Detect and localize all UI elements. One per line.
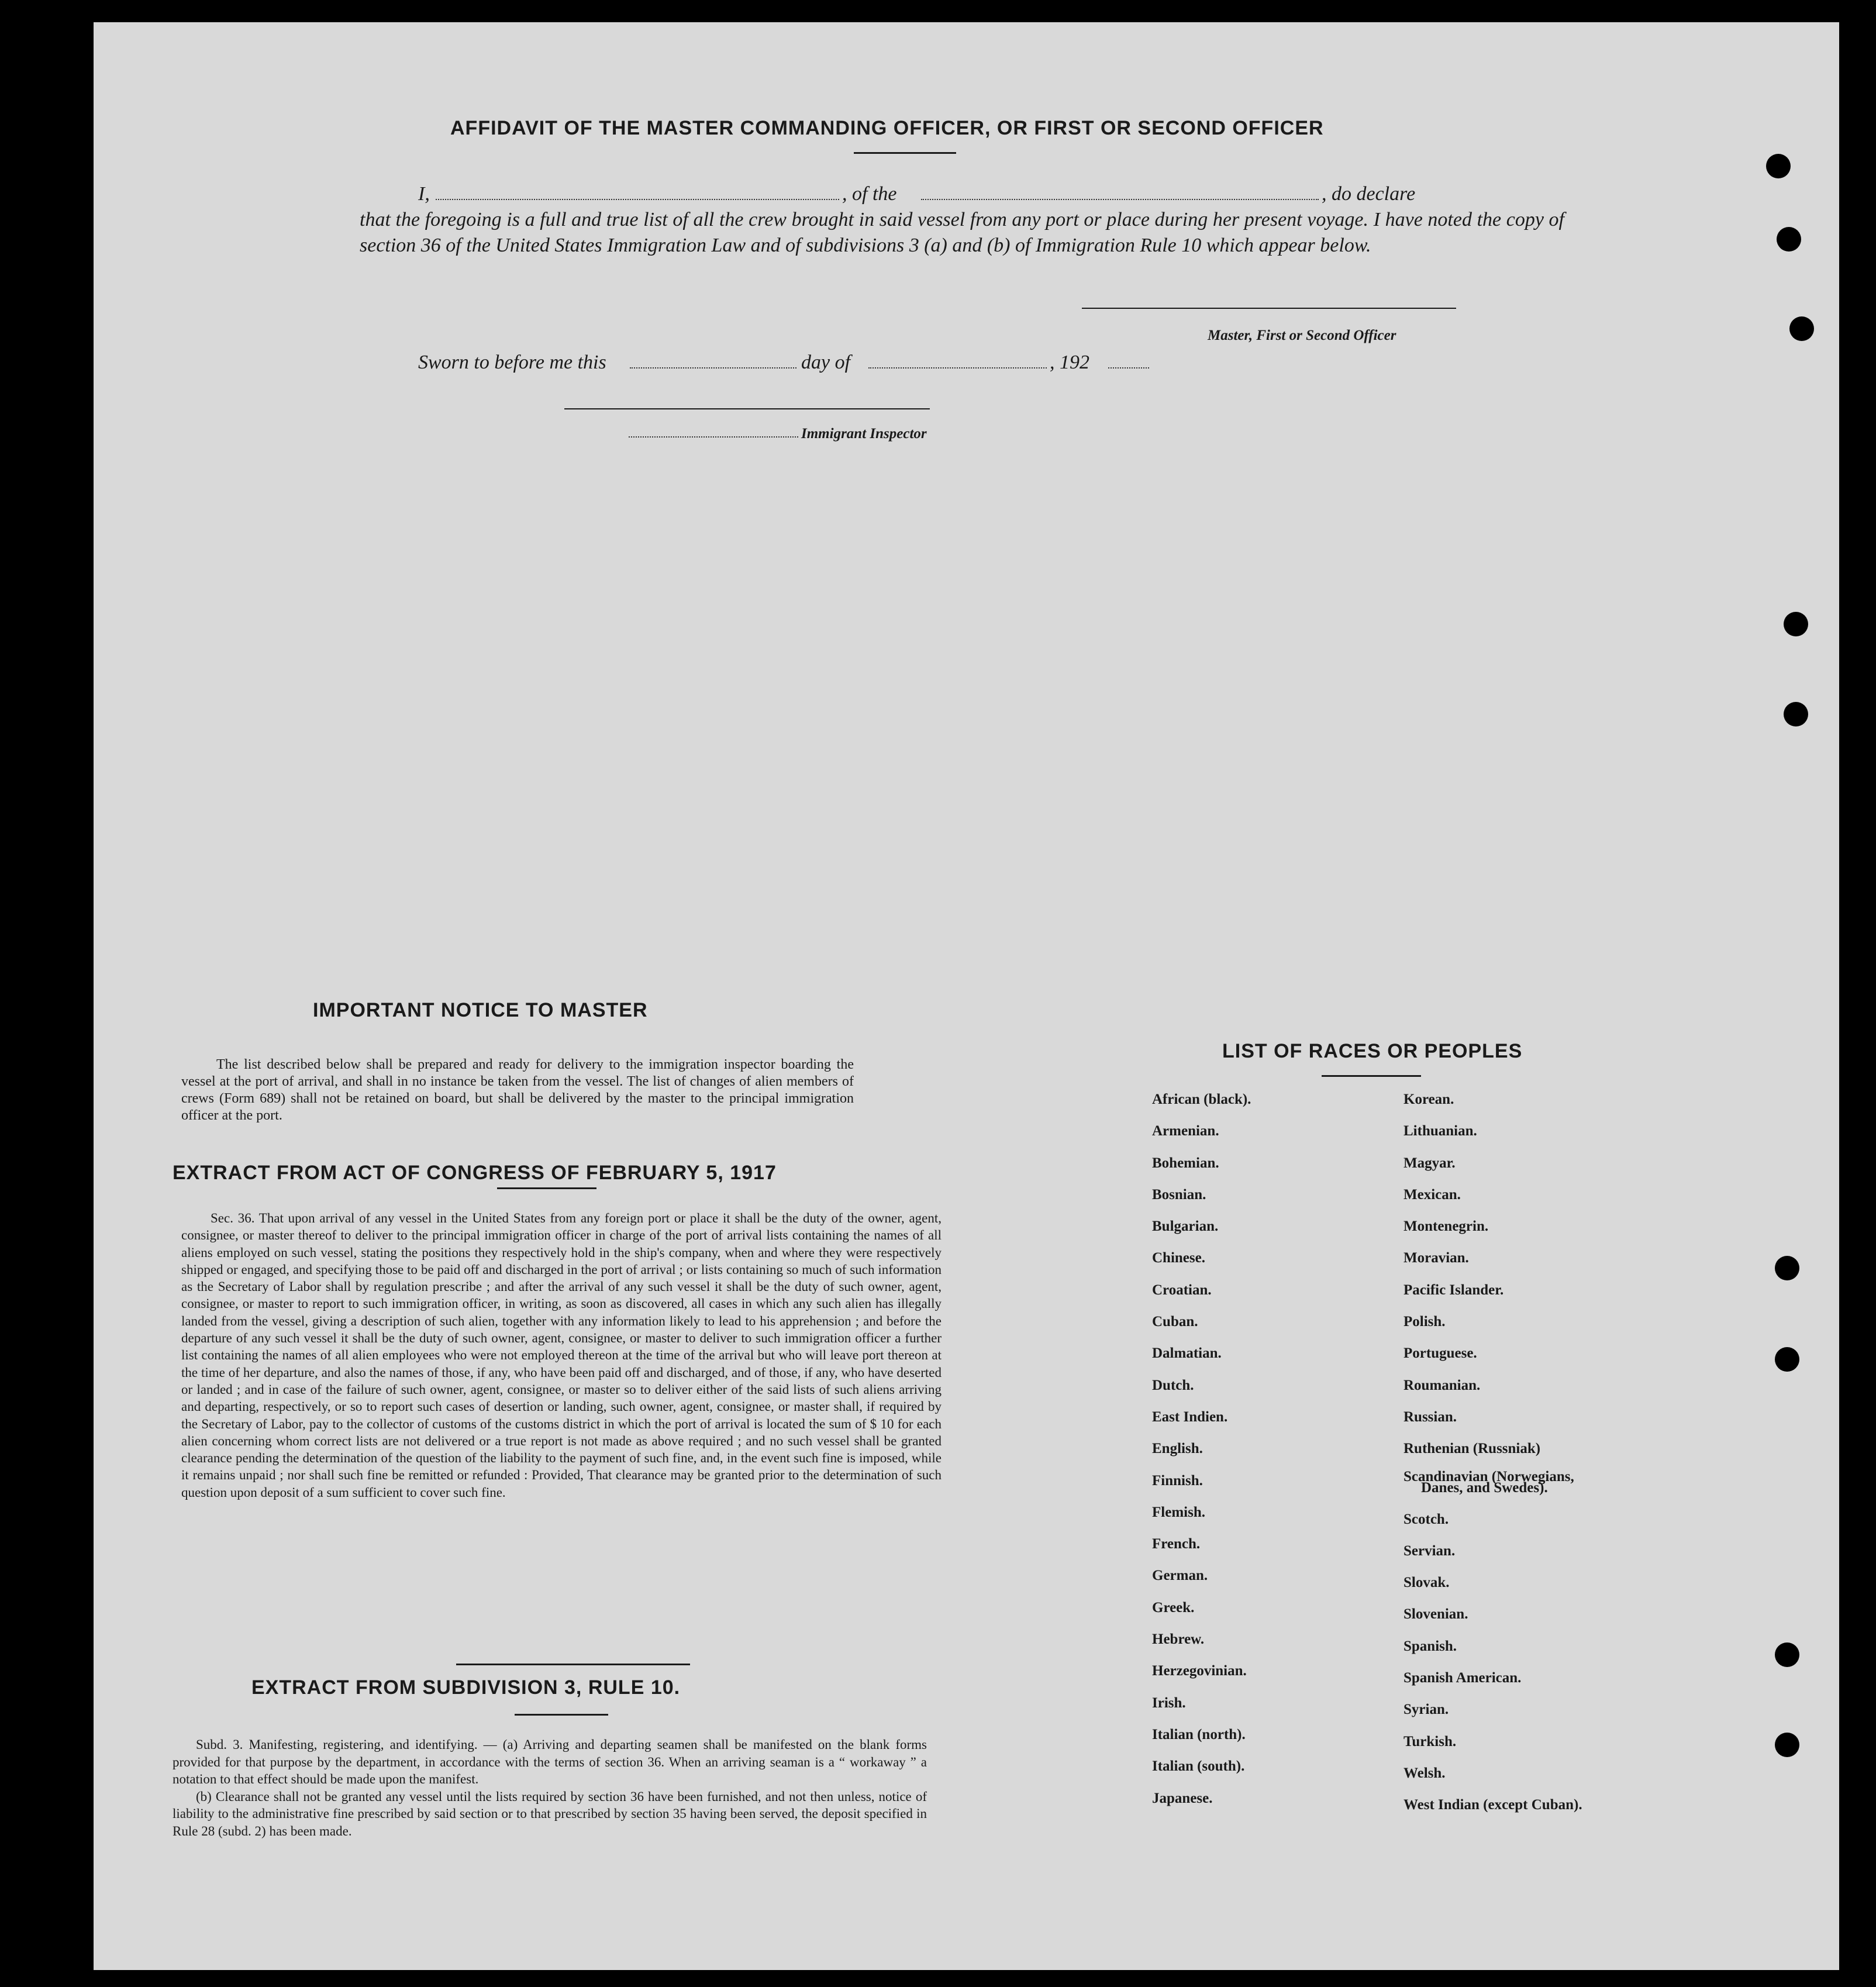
notice-body: The list described below shall be prepared and ready for delivery to the immigration inspector boarding the vessel at the port of arrival, and shall in no instance be taken from the vessel. The list of changes of alien members of crews (Form 689) shall not be retained on board, but shall be delivered by the master to the principal immigration officer at the port. — [181, 1057, 854, 1123]
race-item: West Indian (except Cuban). — [1403, 1797, 1582, 1813]
race-item: German. — [1152, 1568, 1208, 1584]
master-signature-line — [1082, 308, 1456, 309]
punch-hole — [1784, 612, 1808, 636]
race-item: Greek. — [1152, 1599, 1195, 1616]
race-item: English. — [1152, 1441, 1203, 1457]
declaration-of-the: , of the — [842, 183, 897, 205]
punch-hole — [1766, 154, 1791, 178]
races-underline — [1322, 1075, 1421, 1077]
race-item: Chinese. — [1152, 1250, 1205, 1266]
race-item: Russian. — [1403, 1409, 1457, 1425]
race-item: Herzegovinian. — [1152, 1663, 1247, 1679]
race-item: Polish. — [1403, 1314, 1446, 1330]
race-item: Syrian. — [1403, 1702, 1449, 1718]
race-item: Cuban. — [1152, 1314, 1198, 1330]
declaration-body: that the foregoing is a full and true list of all the crew brought in said vessel from any port or place during her present voyage. I have noted the copy of section 36 of the United States Immigration Law and of subdivisions 3 (a) and (b) of Immigration Rule 10 which appear below. — [360, 209, 1564, 256]
sworn-day-blank — [630, 367, 796, 369]
name-blank — [436, 199, 839, 200]
races-title: LIST OF RACES OR PEOPLES — [1222, 1040, 1523, 1062]
race-item: Spanish American. — [1403, 1670, 1522, 1686]
race-item: Flemish. — [1152, 1504, 1205, 1520]
race-item: Italian (south). — [1152, 1758, 1245, 1775]
race-item: Mexican. — [1403, 1186, 1461, 1203]
inspector-signature-line — [564, 408, 930, 409]
section-36-text: Sec. 36. That upon arrival of any vessel in the United States from any foreign port or place it shall be the duty of the owner, agent, consignee, or master thereof to deliver to the principal immigration officer in charge of the port of arrival lists containing the names of all aliens employed on such vessel, stating the positions they respectively hold in the ship's company, when and where they were respectively shipped or engaged, and specifying those to be paid off and discharged in the port of arrival ; or lists containing so much of such information as the Secretary of Labor shall by regulation prescribe ; and after the arrival of any such vessel it shall be the duty of such owner, agent, consignee, or master to report to such immigration officer, in writing, as soon as discovered, all cases in which any such alien has illegally landed from the vessel, giving a description of such alien, together with any information likely to lead to his apprehension ; and before the departure of any such vessel it shall be the duty of such owner, agent, consignee, or master to deliver to such immigration officer a further list containing the names of all alien employees who were not employed thereon at the time of the arrival but who will leave port thereon at the time of her departure, and also the names of those, if any, who have been paid off and discharged, and of those, if any, who have deserted or landed ; and in case of the failure of such owner, agent, consignee, or master so to deliver either of the said lists of such aliens arriving and departing, respectively, or so to report such cases of desertion or landing, such owner, agent, consignee, or master shall, if required by the Secretary of Labor, pay to the collector of customs of the customs district in which the port of arrival is located the sum of $ 10 for each alien concerning whom correct lists are not delivered or a true report is not made as above required ; and no such vessel shall be granted clearance pending the determination of the question of the liability to the payment of such fine, and, in the event such fine is imposed, while it remains unpaid ; nor shall such fine be remitted or refunded : Provided, That clearance may be granted prior to the determination of such question upon deposit of a sum sufficient to cover such fine. — [181, 1211, 942, 1500]
punch-hole — [1775, 1733, 1799, 1757]
declaration-i: I, — [418, 183, 430, 205]
race-item: Irish. — [1152, 1695, 1186, 1711]
race-item: Dalmatian. — [1152, 1345, 1222, 1362]
race-item: Croatian. — [1152, 1282, 1212, 1298]
race-item: Dutch. — [1152, 1377, 1194, 1393]
race-item: Welsh. — [1403, 1765, 1446, 1781]
race-item: Slovak. — [1403, 1575, 1450, 1591]
race-item: Slovenian. — [1403, 1606, 1468, 1623]
punch-hole — [1789, 316, 1814, 341]
race-item: East Indien. — [1152, 1409, 1228, 1425]
punch-hole — [1775, 1347, 1799, 1372]
race-item: Scotch. — [1403, 1511, 1449, 1527]
race-item: Magyar. — [1403, 1155, 1456, 1171]
declaration-declare: , do declare — [1322, 183, 1416, 205]
race-item: Finnish. — [1152, 1472, 1203, 1489]
race-item: Korean. — [1403, 1091, 1454, 1107]
race-item: Danes, and Swedes). — [1421, 1479, 1548, 1496]
race-item: Lithuanian. — [1403, 1123, 1477, 1139]
year-prefix-text: , 192 — [1050, 352, 1089, 373]
title-underline — [854, 152, 956, 154]
race-item: African (black). — [1152, 1091, 1251, 1107]
race-item: Japanese. — [1152, 1790, 1213, 1806]
race-item: Roumanian. — [1403, 1377, 1481, 1393]
inspector-label: Immigrant Inspector — [801, 426, 927, 442]
notice-title: IMPORTANT NOTICE TO MASTER — [313, 999, 648, 1021]
race-item: Turkish. — [1403, 1733, 1457, 1750]
vessel-blank — [921, 199, 1319, 200]
document-page — [94, 22, 1839, 1970]
master-signature-label: Master, First or Second Officer — [1208, 328, 1396, 343]
day-of-text: day of — [801, 352, 851, 373]
punch-hole — [1784, 702, 1808, 726]
race-item: Pacific Islander. — [1403, 1282, 1504, 1298]
races-left-column — [1152, 1084, 1251, 1814]
sworn-text: Sworn to before me this — [418, 352, 606, 373]
subdivision-3a: Subd. 3. Manifesting, registering, and identifying. — (a) Arriving and departing seamen shall be manifested on the blank forms provided for that purpose by the department, in accordance with the terms of section 36. When an arriving seaman is a “ workaway ” a notation to that effect should be made upon the manifest. — [173, 1737, 927, 1786]
year-blank — [1108, 367, 1149, 369]
subdivision-3-text — [173, 1736, 927, 1840]
race-item: Bohemian. — [1152, 1155, 1219, 1171]
punch-hole — [1775, 1642, 1799, 1667]
race-item: Scandinavian (Norwegians, — [1403, 1468, 1574, 1485]
punch-hole — [1777, 227, 1801, 252]
sworn-month-blank — [868, 367, 1047, 369]
race-item: Italian (north). — [1152, 1726, 1246, 1743]
rule-extract-title: EXTRACT FROM SUBDIVISION 3, RULE 10. — [251, 1676, 681, 1699]
race-item: Bulgarian. — [1152, 1218, 1219, 1235]
race-item: Servian. — [1403, 1542, 1456, 1559]
rule-extract-underline — [515, 1714, 608, 1716]
race-item: Portuguese. — [1403, 1345, 1477, 1362]
races-right-column — [1403, 1084, 1582, 1821]
section-divider — [456, 1664, 690, 1665]
race-item: Armenian. — [1152, 1123, 1219, 1139]
punch-hole — [1775, 1256, 1799, 1280]
race-item: Bosnian. — [1152, 1186, 1206, 1203]
race-item: Spanish. — [1403, 1638, 1457, 1654]
race-item: French. — [1152, 1536, 1201, 1552]
act-extract-underline — [497, 1187, 596, 1189]
race-item: Moravian. — [1403, 1250, 1469, 1266]
race-item: Hebrew. — [1152, 1631, 1205, 1648]
subdivision-3b: (b) Clearance shall not be granted any vessel until the lists required by section 36 have been furnished, and not then unless, notice of liability to the administrative fine prescribed by said section or to that prescribed by section 35 having been served, the deposit specified in Rule 28 (subd. 2) has been made. — [173, 1789, 927, 1838]
act-extract-title: EXTRACT FROM ACT OF CONGRESS OF FEBRUARY 5, 1917 — [173, 1162, 777, 1184]
race-item: Montenegrin. — [1403, 1218, 1489, 1235]
inspector-name-blank — [629, 436, 798, 438]
race-item: Ruthenian (Russniak) — [1403, 1441, 1541, 1457]
affidavit-title: AFFIDAVIT OF THE MASTER COMMANDING OFFICER, OR FIRST OR SECOND OFFICER — [450, 117, 1324, 139]
